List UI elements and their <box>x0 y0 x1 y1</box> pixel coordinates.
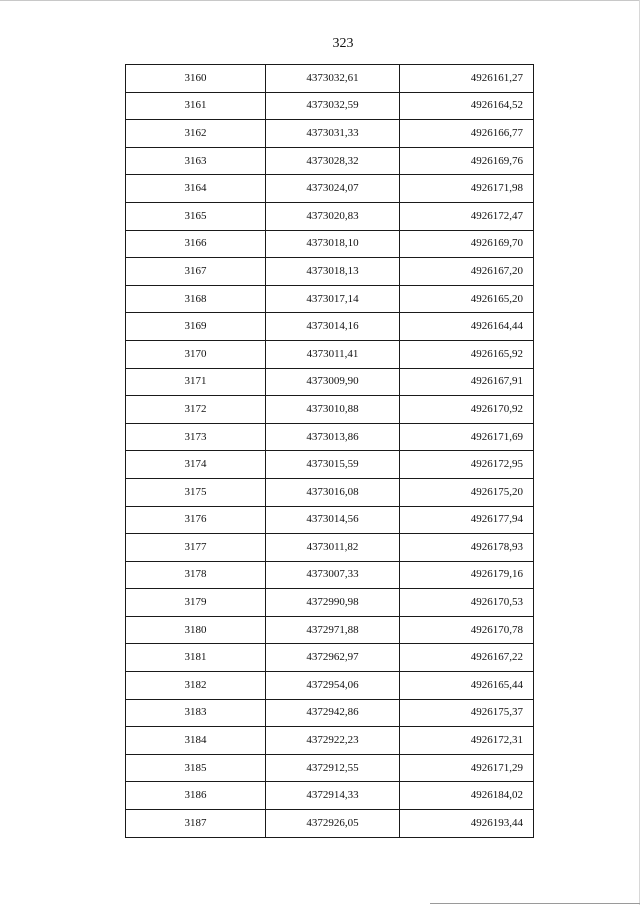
table-row <box>126 810 534 838</box>
x-coordinate-cell: 4373028,32 <box>266 147 400 175</box>
x-coordinate-cell: 4373014,56 <box>266 506 400 534</box>
table-row <box>126 368 534 396</box>
table-row <box>126 175 534 203</box>
point-id-cell: 3163 <box>126 147 266 175</box>
x-coordinate-cell: 4373020,83 <box>266 202 400 230</box>
point-id-cell: 3176 <box>126 506 266 534</box>
point-id-cell: 3174 <box>126 451 266 479</box>
point-id-cell: 3160 <box>126 65 266 93</box>
point-id-cell: 3169 <box>126 313 266 341</box>
table-row <box>126 340 534 368</box>
table-row <box>126 423 534 451</box>
x-coordinate-cell: 4372926,05 <box>266 810 400 838</box>
table-row <box>126 699 534 727</box>
x-coordinate-cell: 4372922,23 <box>266 727 400 755</box>
point-id-cell: 3182 <box>126 672 266 700</box>
x-coordinate-cell: 4373011,41 <box>266 340 400 368</box>
y-coordinate-cell: 4926177,94 <box>400 506 534 534</box>
y-coordinate-cell: 4926172,95 <box>400 451 534 479</box>
y-coordinate-cell: 4926171,69 <box>400 423 534 451</box>
table-row <box>126 396 534 424</box>
x-coordinate-cell: 4373018,13 <box>266 258 400 286</box>
point-id-cell: 3181 <box>126 644 266 672</box>
coordinates-table-body <box>126 65 534 838</box>
point-id-cell: 3164 <box>126 175 266 203</box>
y-coordinate-cell: 4926179,16 <box>400 561 534 589</box>
x-coordinate-cell: 4373014,16 <box>266 313 400 341</box>
x-coordinate-cell: 4373024,07 <box>266 175 400 203</box>
table-row <box>126 616 534 644</box>
coordinates-table <box>125 64 534 838</box>
table-row <box>126 589 534 617</box>
table-row <box>126 285 534 313</box>
y-coordinate-cell: 4926178,93 <box>400 534 534 562</box>
y-coordinate-cell: 4926184,02 <box>400 782 534 810</box>
y-coordinate-cell: 4926175,20 <box>400 478 534 506</box>
table-row <box>126 120 534 148</box>
table-row <box>126 92 534 120</box>
y-coordinate-cell: 4926171,29 <box>400 754 534 782</box>
point-id-cell: 3187 <box>126 810 266 838</box>
point-id-cell: 3165 <box>126 202 266 230</box>
x-coordinate-cell: 4372962,97 <box>266 644 400 672</box>
table-row <box>126 147 534 175</box>
y-coordinate-cell: 4926164,52 <box>400 92 534 120</box>
point-id-cell: 3180 <box>126 616 266 644</box>
x-coordinate-cell: 4372914,33 <box>266 782 400 810</box>
x-coordinate-cell: 4372971,88 <box>266 616 400 644</box>
table-row <box>126 202 534 230</box>
y-coordinate-cell: 4926167,20 <box>400 258 534 286</box>
point-id-cell: 3172 <box>126 396 266 424</box>
table-row <box>126 230 534 258</box>
y-coordinate-cell: 4926169,70 <box>400 230 534 258</box>
point-id-cell: 3171 <box>126 368 266 396</box>
y-coordinate-cell: 4926172,47 <box>400 202 534 230</box>
y-coordinate-cell: 4926167,91 <box>400 368 534 396</box>
y-coordinate-cell: 4926175,37 <box>400 699 534 727</box>
table-row <box>126 258 534 286</box>
y-coordinate-cell: 4926172,31 <box>400 727 534 755</box>
page-number: 323 <box>332 36 354 51</box>
x-coordinate-cell: 4373032,61 <box>266 65 400 93</box>
table-row <box>126 313 534 341</box>
y-coordinate-cell: 4926164,44 <box>400 313 534 341</box>
x-coordinate-cell: 4372954,06 <box>266 672 400 700</box>
x-coordinate-cell: 4373009,90 <box>266 368 400 396</box>
y-coordinate-cell: 4926165,20 <box>400 285 534 313</box>
x-coordinate-cell: 4372942,86 <box>266 699 400 727</box>
table-row <box>126 506 534 534</box>
y-coordinate-cell: 4926165,92 <box>400 340 534 368</box>
table-row <box>126 478 534 506</box>
x-coordinate-cell: 4373011,82 <box>266 534 400 562</box>
point-id-cell: 3168 <box>126 285 266 313</box>
x-coordinate-cell: 4373018,10 <box>266 230 400 258</box>
table-row <box>126 534 534 562</box>
table-row <box>126 754 534 782</box>
table-row <box>126 782 534 810</box>
table-row <box>126 727 534 755</box>
x-coordinate-cell: 4373010,88 <box>266 396 400 424</box>
y-coordinate-cell: 4926171,98 <box>400 175 534 203</box>
y-coordinate-cell: 4926193,44 <box>400 810 534 838</box>
point-id-cell: 3186 <box>126 782 266 810</box>
x-coordinate-cell: 4373032,59 <box>266 92 400 120</box>
x-coordinate-cell: 4373016,08 <box>266 478 400 506</box>
point-id-cell: 3170 <box>126 340 266 368</box>
x-coordinate-cell: 4373031,33 <box>266 120 400 148</box>
point-id-cell: 3177 <box>126 534 266 562</box>
x-coordinate-cell: 4373015,59 <box>266 451 400 479</box>
point-id-cell: 3162 <box>126 120 266 148</box>
point-id-cell: 3161 <box>126 92 266 120</box>
point-id-cell: 3179 <box>126 589 266 617</box>
point-id-cell: 3173 <box>126 423 266 451</box>
x-coordinate-cell: 4373013,86 <box>266 423 400 451</box>
point-id-cell: 3185 <box>126 754 266 782</box>
point-id-cell: 3178 <box>126 561 266 589</box>
y-coordinate-cell: 4926170,53 <box>400 589 534 617</box>
y-coordinate-cell: 4926170,78 <box>400 616 534 644</box>
y-coordinate-cell: 4926165,44 <box>400 672 534 700</box>
scan-edge-top <box>0 0 640 1</box>
point-id-cell: 3183 <box>126 699 266 727</box>
scan-edge-bottom <box>430 903 640 904</box>
x-coordinate-cell: 4372912,55 <box>266 754 400 782</box>
point-id-cell: 3166 <box>126 230 266 258</box>
point-id-cell: 3184 <box>126 727 266 755</box>
x-coordinate-cell: 4373007,33 <box>266 561 400 589</box>
x-coordinate-cell: 4372990,98 <box>266 589 400 617</box>
y-coordinate-cell: 4926167,22 <box>400 644 534 672</box>
x-coordinate-cell: 4373017,14 <box>266 285 400 313</box>
point-id-cell: 3167 <box>126 258 266 286</box>
table-row <box>126 644 534 672</box>
table-row <box>126 451 534 479</box>
table-row <box>126 65 534 93</box>
table-row <box>126 672 534 700</box>
point-id-cell: 3175 <box>126 478 266 506</box>
y-coordinate-cell: 4926169,76 <box>400 147 534 175</box>
y-coordinate-cell: 4926166,77 <box>400 120 534 148</box>
y-coordinate-cell: 4926170,92 <box>400 396 534 424</box>
y-coordinate-cell: 4926161,27 <box>400 65 534 93</box>
table-row <box>126 561 534 589</box>
